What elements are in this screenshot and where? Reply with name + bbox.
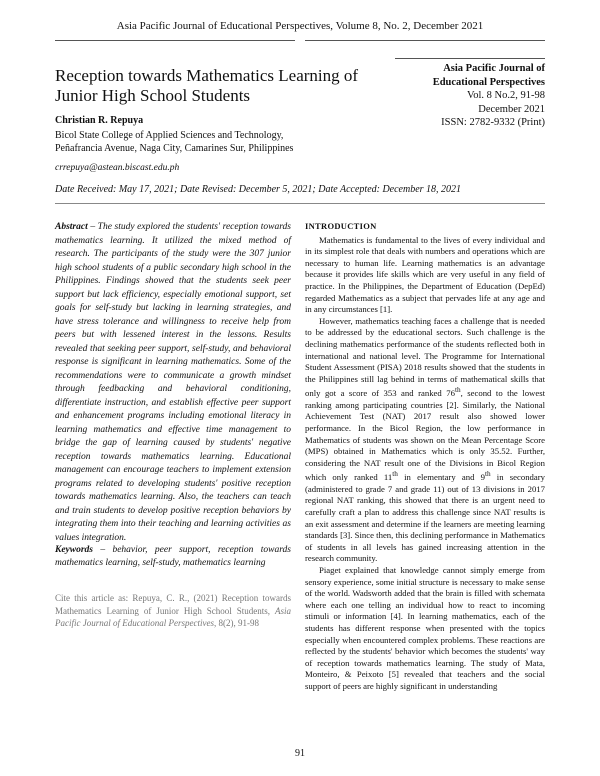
- paper-title: Reception towards Mathematics Learning of Junior High School Students: [55, 66, 359, 105]
- superscript-th: th: [454, 386, 461, 395]
- abstract-text: – The study explored the students' reception towards mathematics learning. It utilized the mixed method of research. The participants of the study were the 307 junior high school students of a public secondary high school in the Philippines. Findings showed that the students seek peer support but lack efficiency, especially emotional support, set goals for self-study but lacking in learning strategies, and have stress tolerance and willingness to receive help from peers but with lessened interest in the lessons. Results revealed that seeking peer support, self-study, and behavioral response is significant in learning mathematics. Some of the recommendations were to communicate a growth mindset through feedbacking and behavioral conditioning, differentiate instruction, and establish effective peer support and enhancement programs including emotional literacy in learning mathematics and effective time management to bridge the gap of learning caused by students' negative reception towards mathematics learning. Educational management can encourage teachers to implement extension programs related to developing students' positive reception towards mathematics learning. Also, the teachers can teach and train students to develop positive reception behaviors by integrating them into their teaching and learning activities as values integration.: [55, 222, 291, 543]
- author-name: Christian R. Repuya: [55, 115, 144, 126]
- intro-paragraph-3: Piaget explained that knowledge cannot simply emerge from sensory experience, some initial structure is necessary to make sense of the world. Wadsworth added that the brain is filled with schemata where each one telling an individual how to react to incoming stimuli or information [4]. In learning mathematics, each of the students has different response when presented with the topics especially when encountered complex problems. These reactions are reflected by the students' behavior which becomes the students' way of reception towards mathematics learning. The study of Mata, Monteiro, & Peixoto [5] revealed that teachers and the social support of peers are highly significant in understanding: [305, 565, 545, 691]
- keywords-label: Keywords: [55, 545, 93, 555]
- article-dates: Date Received: May 17, 2021; Date Revised: December 5, 2021; Date Accepted: December 18, 2021: [55, 184, 462, 195]
- citation-journal: Asia Pacific Journal of Educational Perspectives: [55, 605, 291, 628]
- superscript-th: th: [392, 470, 398, 479]
- journal-volume: Vol. 8 No.2, 91-98: [467, 90, 545, 101]
- introduction-heading: INTRODUCTION: [305, 221, 377, 231]
- journal-name-line1: Asia Pacific Journal of: [443, 63, 545, 74]
- intro-p2-part-c: in elementary and 9: [397, 472, 485, 483]
- introduction: [305, 221, 545, 693]
- page-number: 91: [295, 748, 305, 759]
- intro-p2-part-a: However, mathematics teaching faces a challenge that is needed to be addressed by the educational sectors. Such challenge is the declining mathematics performance of the students reflected both in international and national level. The Programme for International Student Assessment (PISA) 2018 results showed that the students in the Philippines still lag behind in terms of mathematical skills that only got a score of 353 and ranked 76: [305, 315, 545, 399]
- keywords: [55, 544, 291, 570]
- intro-p2-part-b: , second to the lowest ranking among participating countries [2]. Similarly, the National Achievement Test (NAT) 2017 result also showed lower performance. In the Bicol Region, the low performance in Mathematics of students was shown on the Mean Percentage Score (MPS) obtained in Mathematics which is only 35.52. Further, considering the NAT result one of the Divisions in Bicol Region which only ranked 11: [305, 388, 545, 483]
- citation: [55, 592, 291, 630]
- dates-rule: [55, 203, 545, 204]
- keywords-text: – behavior, peer support, reception towards mathematics learning, self-study, mathematics learning: [55, 545, 291, 568]
- intro-paragraph-2: [305, 316, 545, 565]
- journal-name-line2: Educational Perspectives: [432, 76, 545, 88]
- journal-header: Asia Pacific Journal of Educational Perspectives, Volume 8, No. 2, December 2021: [116, 20, 484, 32]
- superscript-th: th: [484, 470, 491, 479]
- affiliation-line2: Peñafrancia Avenue, Naga City, Camarines Sur, Philippines: [55, 143, 294, 154]
- header-rule-left: [55, 40, 295, 41]
- intro-p2-part-d: in secondary (administered to grade 7 and grade 11) out of 13 divisions in 2017 regional NAT ranking, this showed that there is an urgent need to carefully craft a plan to address this challenge since NAT results is an exit assessment and determine if the learners are meeting learning standards [3]. Since then, this declining performance in Mathematics of students in all levels has gained increasing attention in the research community.: [305, 472, 545, 564]
- citation-prefix: Cite this article as: Repuya, C. R., (2021) Reception towards Mathematics Learning of Junior High School Students,: [55, 593, 291, 616]
- journal-date: December 2021: [478, 103, 545, 115]
- journal-info-rule: [395, 58, 545, 59]
- abstract-label: Abstract: [55, 222, 88, 232]
- journal-issn: ISSN: 2782-9332 (Print): [441, 117, 545, 128]
- journal-info: [395, 62, 545, 130]
- affiliation-line1: Bicol State College of Applied Sciences and Technology,: [55, 130, 284, 141]
- abstract: [55, 221, 291, 545]
- citation-suffix: , 8(2), 91-98: [213, 618, 259, 628]
- author-affiliation: [55, 129, 385, 155]
- intro-paragraph-1: Mathematics is fundamental to the lives of every individual and in its simplest role that deals with numbers and operations which are necessary to human life. Learning mathematics is an advantage because it provides life skills which are very useful in any field of practice. In the Philippines, the Department of Education (DepEd) regarded Mathematics as a subject that pervades life at any age and in any circumstances [1].: [305, 234, 545, 315]
- author-email[interactable]: crrepuya@astean.biscast.edu.ph: [55, 163, 180, 173]
- header-rule-right: [305, 40, 545, 41]
